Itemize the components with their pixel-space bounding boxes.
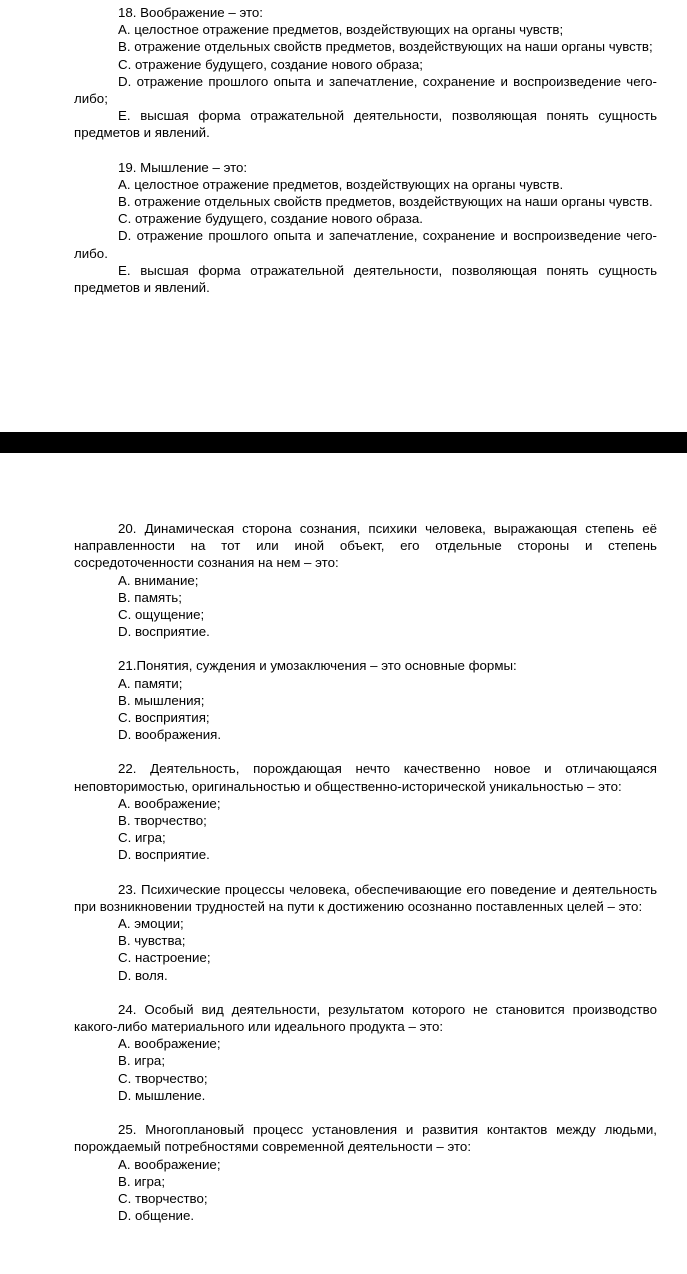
question-20 xyxy=(74,520,657,640)
answer-option-c: C. игра; xyxy=(118,830,166,846)
answer-option-d: D. мышление. xyxy=(118,1087,206,1103)
answer-option-b: B. творчество; xyxy=(118,813,207,829)
question-title: 22. Деятельность, порождающая нечто качественно новое и отличающаяся неповторимостью, оригинальностью и общественно-исторической уникальностью – это: xyxy=(74,761,657,794)
answer-option-d: D. воля. xyxy=(118,967,168,983)
answer-option-a: A. внимание; xyxy=(118,572,199,588)
question-25 xyxy=(74,1121,657,1224)
answer-option-a: A. воображение; xyxy=(118,1036,221,1052)
page-separator-bar xyxy=(0,432,687,453)
answer-option-e: E. высшая форма отражательной деятельности, позволяющая понять сущность предметов и явлений. xyxy=(74,108,657,141)
answer-option-b: B. отражение отдельных свойств предметов, воздействующих на наши органы чувств. xyxy=(118,194,653,210)
answer-option-a: A. воображение; xyxy=(118,1156,221,1172)
answer-option-c: C. восприятия; xyxy=(118,710,210,726)
answer-option-c: C. настроение; xyxy=(118,950,211,966)
question-title: 18. Воображение – это: xyxy=(118,5,264,20)
question-title: 25. Многоплановый процесс установления и развития контактов между людьми, порождаемый потребностями современной деятельности – это: xyxy=(74,1122,657,1155)
question-23 xyxy=(74,881,657,984)
answer-option-c: C. творчество; xyxy=(118,1190,208,1206)
answer-option-d: D. отражение прошлого опыта и запечатление, сохранение и воспроизведение чего-либо; xyxy=(74,73,657,107)
answer-option-b: B. игра; xyxy=(118,1053,166,1069)
answer-option-c: C. отражение будущего, создание нового образа; xyxy=(118,56,423,72)
question-19 xyxy=(74,159,657,297)
question-18 xyxy=(74,4,657,142)
answer-option-d: D. отражение прошлого опыта и запечатление, сохранение и воспроизведение чего-либо. xyxy=(74,228,657,261)
answer-option-a: A. эмоции; xyxy=(118,916,184,932)
answer-option-d: D. общение. xyxy=(118,1208,195,1224)
question-title: 20. Динамическая сторона сознания, психики человека, выражающая степень её направленности на тот или иной объект, его отдельные стороны и степень сосредоточенности сознания на нем – это: xyxy=(74,521,657,571)
answer-option-b: B. игра; xyxy=(118,1173,166,1189)
answer-option-b: B. отражение отдельных свойств предметов, воздействующих на наши органы чувств; xyxy=(118,39,653,55)
answer-option-c: C. творчество; xyxy=(118,1070,208,1086)
question-24 xyxy=(74,1001,657,1104)
page-1-content xyxy=(74,4,657,313)
question-title: 21.Понятия, суждения и умозаключения – это основные формы: xyxy=(118,658,517,674)
answer-option-a: A. воображение; xyxy=(118,795,221,811)
page-2-content xyxy=(74,520,657,1241)
answer-option-a: A. целостное отражение предметов, воздействующих на органы чувств; xyxy=(118,22,564,38)
answer-option-d: D. воображения. xyxy=(118,727,222,743)
answer-option-a: A. целостное отражение предметов, воздействующих на органы чувств. xyxy=(118,176,564,192)
answer-option-b: B. мышления; xyxy=(118,692,205,708)
question-22 xyxy=(74,760,657,863)
answer-option-b: B. память; xyxy=(118,589,182,605)
question-title: 19. Мышление – это: xyxy=(118,159,248,175)
question-title: 24. Особый вид деятельности, результатом которого не становится производство какого-либо материального или идеального продукта – это: xyxy=(74,1001,657,1035)
answer-option-d: D. восприятие. xyxy=(118,624,210,640)
answer-option-c: C. отражение будущего, создание нового образа. xyxy=(118,211,423,227)
answer-option-b: B. чувства; xyxy=(118,933,186,949)
answer-option-e: E. высшая форма отражательной деятельности, позволяющая понять сущность предметов и явлений. xyxy=(74,262,657,296)
answer-option-a: A. памяти; xyxy=(118,675,183,691)
answer-option-c: C. ощущение; xyxy=(118,607,205,623)
question-title: 23. Психические процессы человека, обеспечивающие его поведение и деятельность при возникновении трудностей на пути к достижению осознанно поставленных целей – это: xyxy=(74,881,657,914)
question-21 xyxy=(74,657,657,743)
answer-option-d: D. восприятие. xyxy=(118,847,210,863)
